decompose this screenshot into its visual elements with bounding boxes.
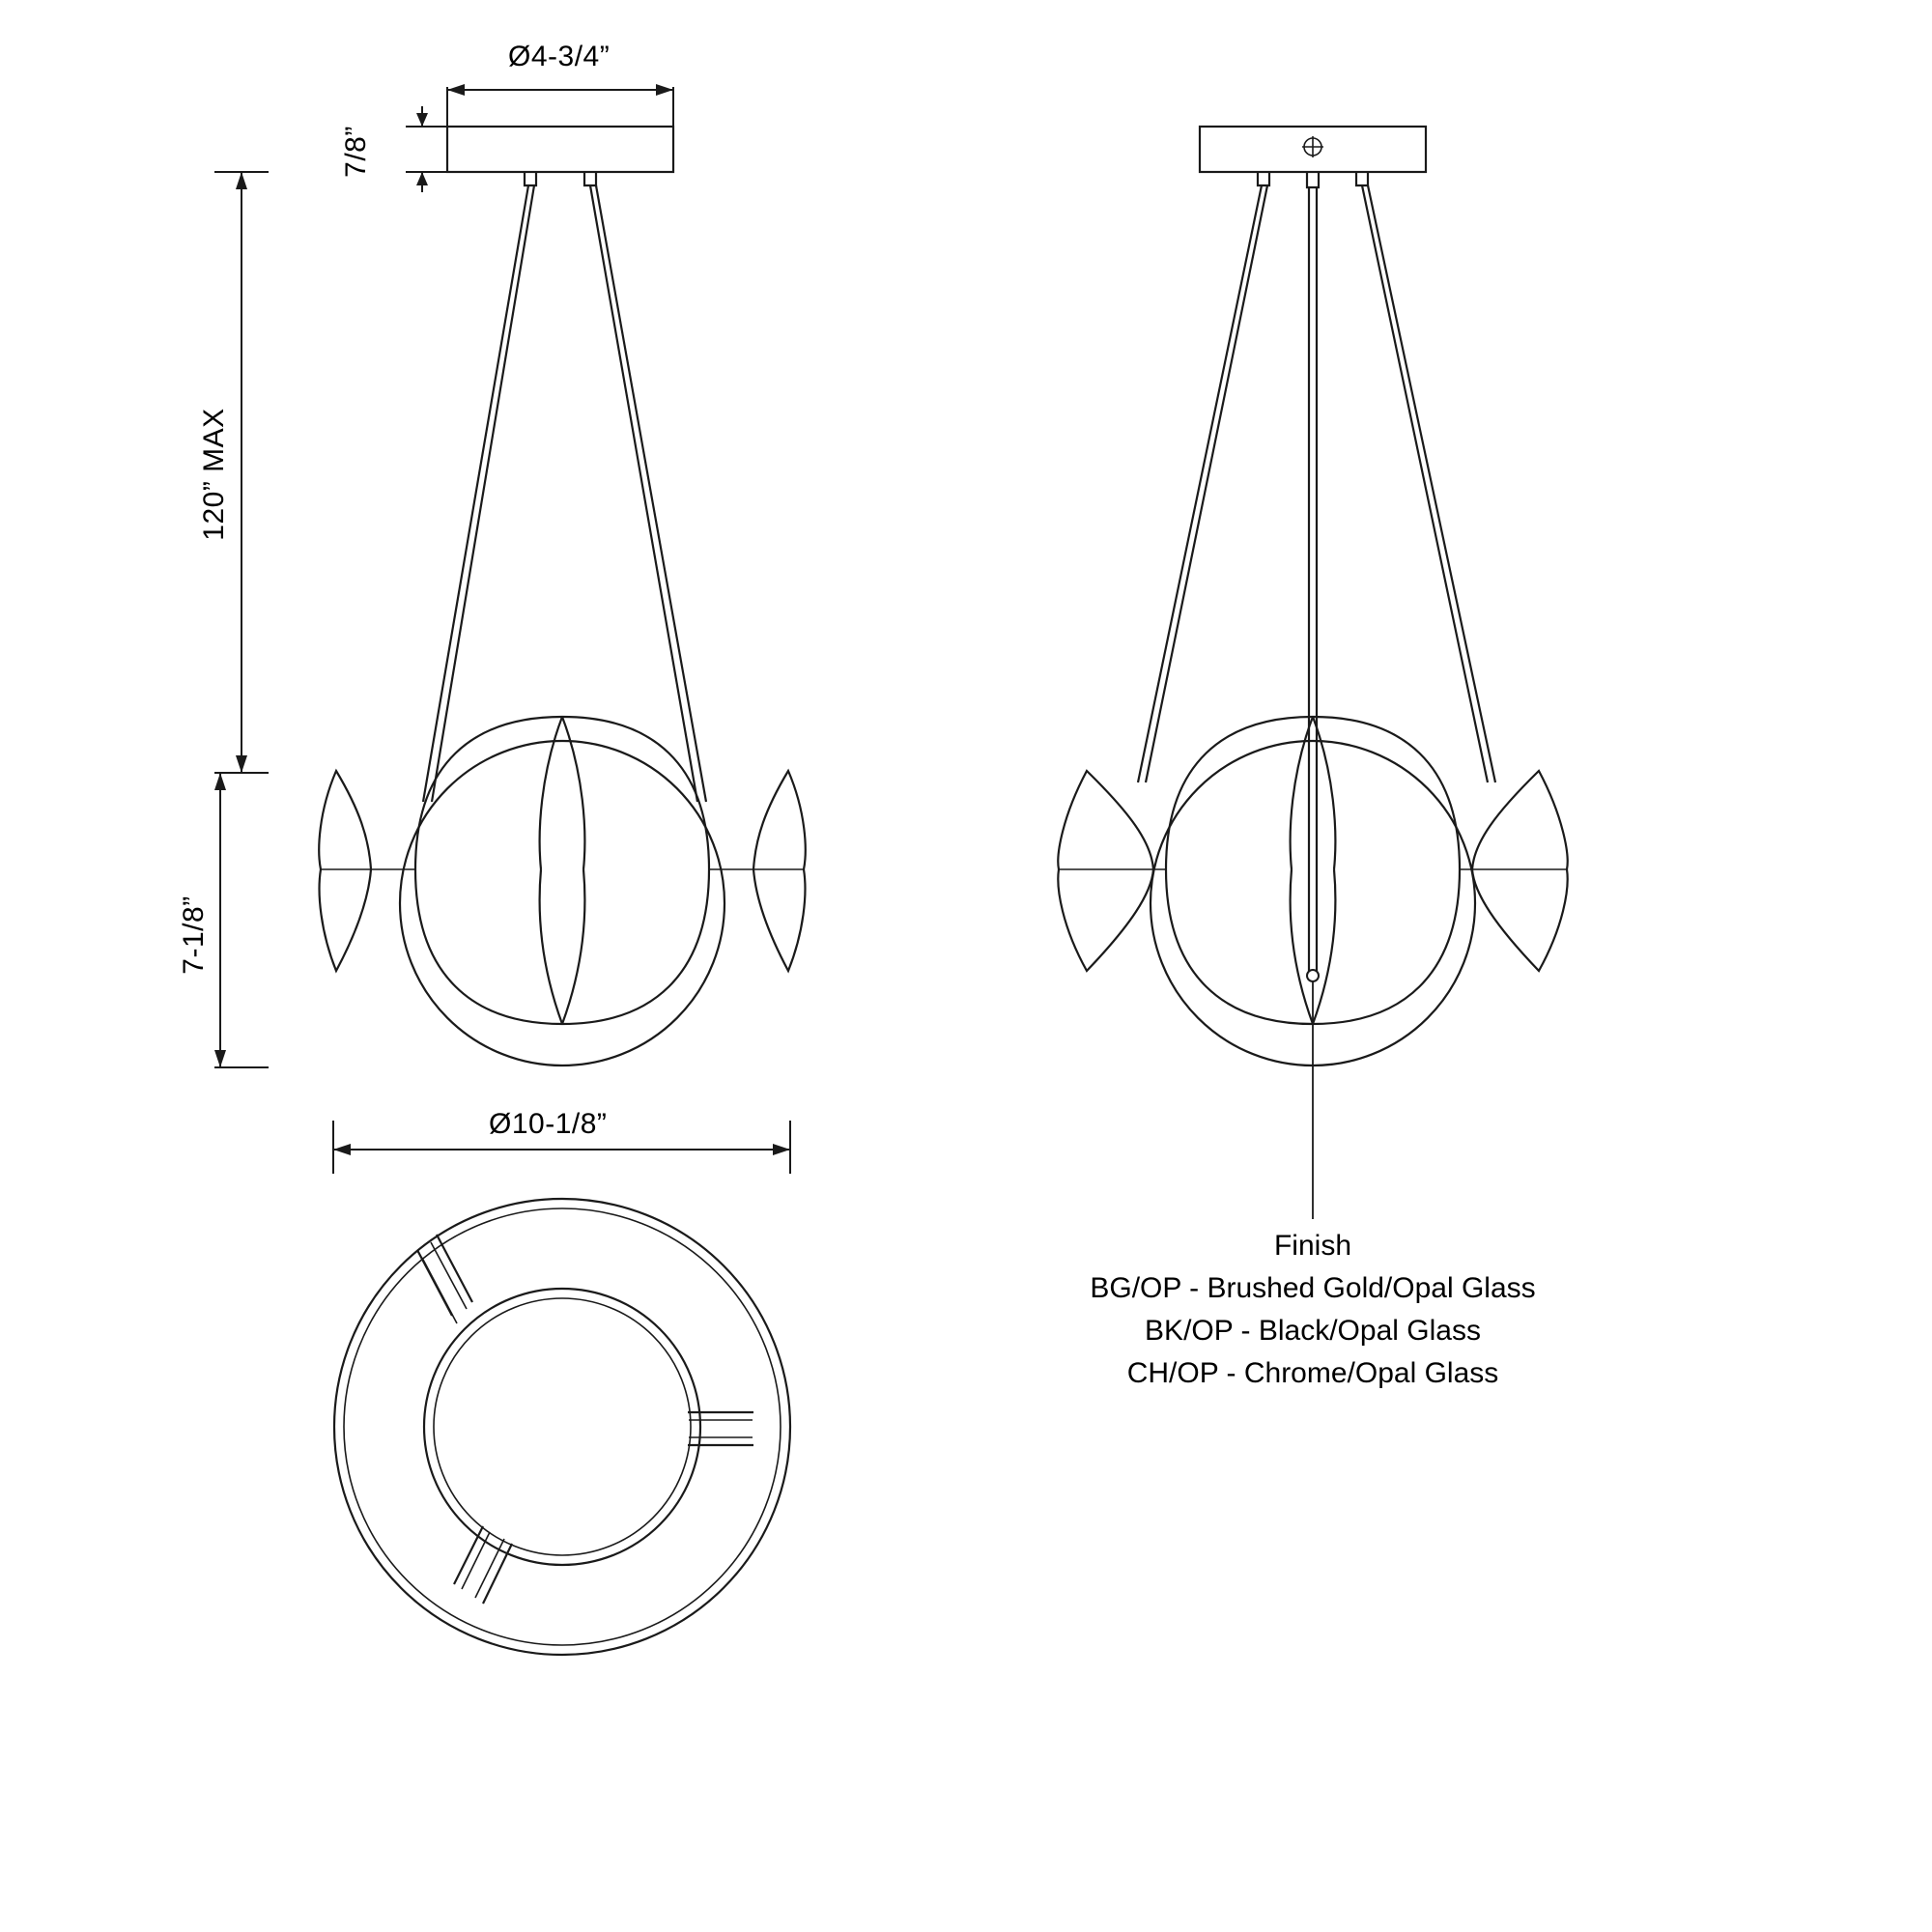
dim-fixture-height [214, 773, 269, 1067]
finish-option-ch-op: CH/OP - Chrome/Opal Glass [1126, 1357, 1499, 1389]
label-fixture-diameter: Ø10-1/8” [489, 1108, 608, 1140]
top-plan-view [334, 1199, 790, 1655]
dim-canopy-diameter [447, 84, 673, 126]
finish-option-bg-op: BG/OP - Brushed Gold/Opal Glass [1090, 1272, 1536, 1304]
finish-option-bk-op: BK/OP - Black/Opal Glass [1145, 1315, 1481, 1347]
finish-heading: Finish [1273, 1230, 1352, 1262]
finish-callout [1090, 1225, 1535, 1395]
label-max-drop: 120” MAX [198, 408, 230, 541]
label-fixture-height: 7-1/8” [178, 895, 210, 975]
side-elevation-view [1058, 127, 1567, 1219]
front-elevation-view [319, 127, 805, 1065]
label-canopy-diameter: Ø4-3/4” [508, 41, 611, 72]
label-canopy-height: 7/8” [340, 126, 372, 178]
